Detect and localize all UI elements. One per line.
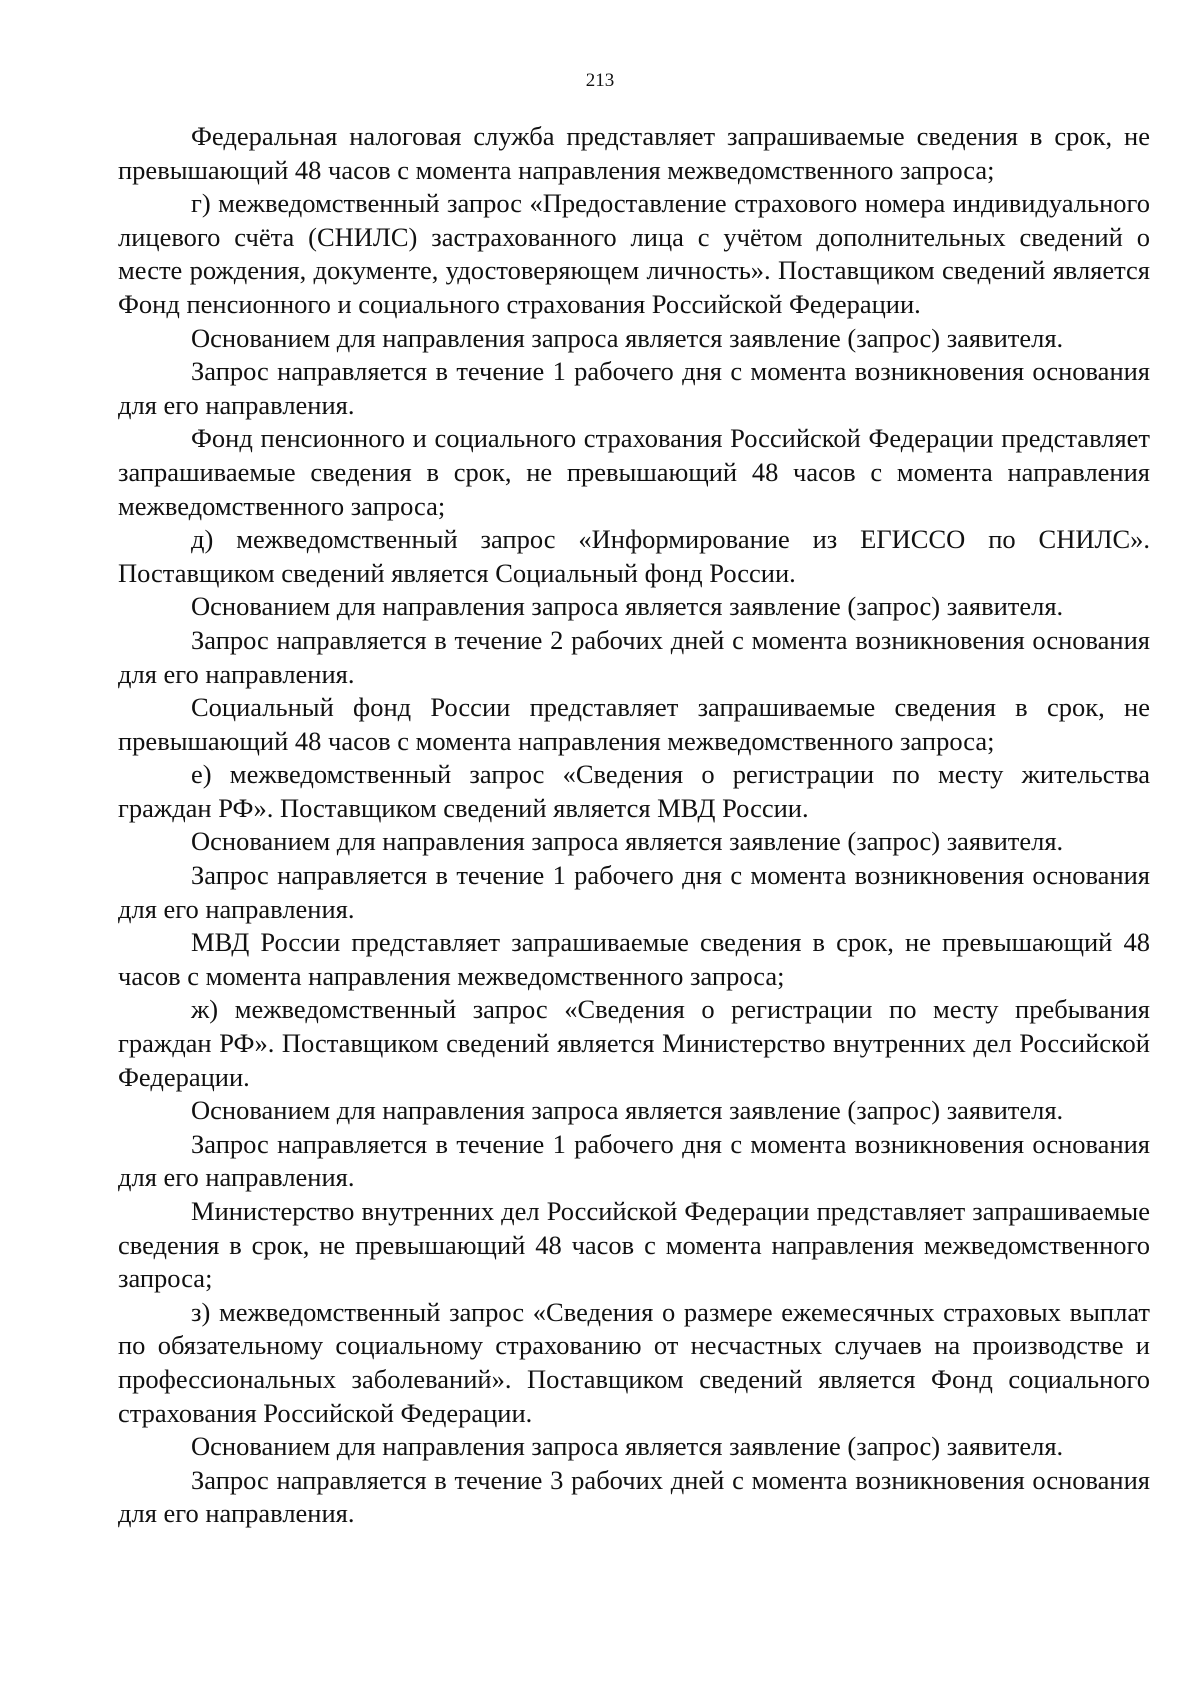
paragraph: Федеральная налоговая служба представляет запрашиваемые сведения в срок, не превышающий 48 часов с момента направления межведомственного запроса; — [118, 121, 1150, 185]
paragraph: е) межведомственный запрос «Сведения о регистрации по месту жительства граждан РФ». Поставщиком сведений является МВД России. — [118, 759, 1150, 823]
paragraph: Основанием для направления запроса является заявление (запрос) заявителя. — [191, 826, 1064, 857]
paragraph: Министерство внутренних дел Российской Федерации представляет запрашиваемые сведения в срок, не превышающий 48 часов с момента направления межведомственного запроса; — [118, 1196, 1150, 1294]
paragraph: Запрос направляется в течение 1 рабочего дня с момента возникновения основания для его направления. — [118, 860, 1150, 924]
paragraph: д) межведомственный запрос «Информирование из ЕГИССО по СНИЛС». Поставщиком сведений является Социальный фонд России. — [118, 524, 1150, 588]
paragraph: Основанием для направления запроса является заявление (запрос) заявителя. — [191, 591, 1064, 622]
paragraph: МВД России представляет запрашиваемые сведения в срок, не превышающий 48 часов с момента направления межведомственного запроса; — [118, 927, 1150, 991]
paragraph: з) межведомственный запрос «Сведения о размере ежемесячных страховых выплат по обязательному социальному страхованию от несчастных случаев на производстве и профессиональных заболеваний». Поставщиком сведений является Фонд социального страхования Российской Федерации. — [118, 1296, 1150, 1428]
paragraph: Основанием для направления запроса является заявление (запрос) заявителя. — [191, 1431, 1064, 1462]
paragraph: г) межведомственный запрос «Предоставление страхового номера индивидуального лицевого счёта (СНИЛС) застрахованного лица с учётом дополнительных сведений о месте рождения, документе, удостоверяющем личность». Поставщиком сведений является Фонд пенсионного и социального страхования Российской Федерации. — [118, 188, 1150, 319]
paragraph: Запрос направляется в течение 2 рабочих дней с момента возникновения основания для его направления. — [118, 624, 1150, 689]
paragraph: Основанием для направления запроса является заявление (запрос) заявителя. — [191, 1095, 1064, 1126]
paragraph: Основанием для направления запроса является заявление (запрос) заявителя. — [191, 322, 1064, 353]
paragraph: Социальный фонд России представляет запрашиваемые сведения в срок, не превышающий 48 часов с момента направления межведомственного запроса; — [118, 692, 1150, 756]
paragraph: ж) межведомственный запрос «Сведения о регистрации по месту пребывания граждан РФ». Поставщиком сведений является Министерство внутренних дел Российской Федерации. — [118, 994, 1150, 1092]
page-number: 213 — [585, 70, 615, 91]
document-body — [118, 120, 1150, 1531]
paragraph: Запрос направляется в течение 3 рабочих дней с момента возникновения основания для его направления. — [118, 1464, 1150, 1529]
paragraph: Запрос направляется в течение 1 рабочего дня с момента возникновения основания для его направления. — [118, 356, 1150, 420]
paragraph: Запрос направляется в течение 1 рабочего дня с момента возникновения основания для его направления. — [118, 1128, 1150, 1193]
paragraph: Фонд пенсионного и социального страхования Российской Федерации представляет запрашиваемые сведения в срок, не превышающий 48 часов с момента направления межведомственного запроса; — [118, 423, 1150, 521]
